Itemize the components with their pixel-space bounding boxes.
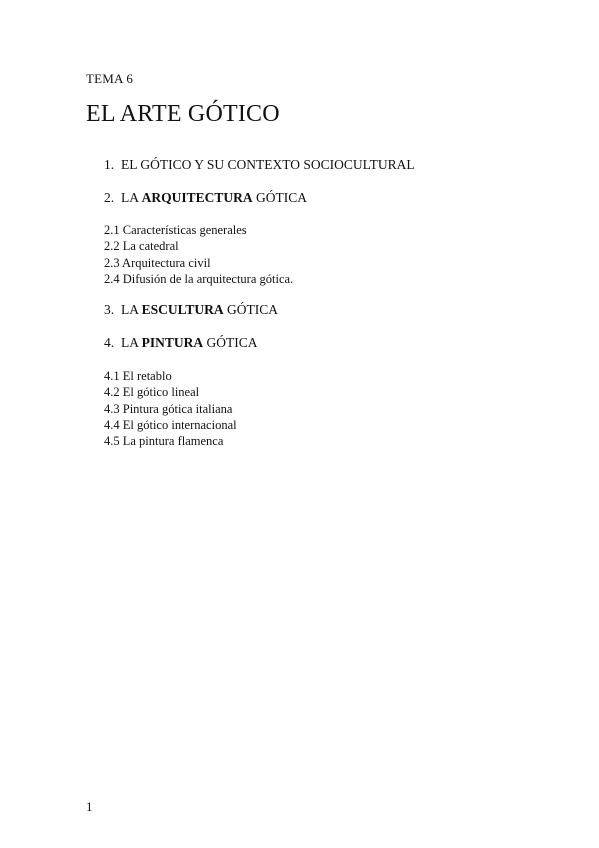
section-title-prefix: LA (121, 302, 142, 317)
section-title-emphasis: PINTURA (141, 335, 204, 350)
list-item: 2.4 Difusión de la arquitectura gótica. (104, 271, 294, 286)
section-title-suffix: GÓTICA (223, 302, 279, 317)
section-4-subsection-list (104, 368, 237, 449)
section-title-suffix: GÓTICA (203, 335, 258, 350)
list-item: 4.4 El gótico internacional (104, 417, 237, 432)
section-number: 1. (104, 157, 115, 172)
list-item: 2.1 Características generales (104, 223, 247, 237)
section-title-prefix: LA (121, 190, 142, 205)
section-number: 4. (104, 335, 115, 350)
list-item: 4.2 El gótico lineal (104, 385, 200, 400)
section-number: 3. (104, 302, 115, 317)
section-3-heading (104, 302, 278, 318)
section-2-heading (104, 190, 307, 206)
section-title-suffix: GÓTICA (252, 190, 308, 205)
page-number: 1 (86, 799, 93, 814)
section-title-emphasis: ARQUITECTURA (141, 190, 253, 205)
list-item: 4.3 Pintura gótica italiana (104, 401, 233, 416)
section-number: 2. (104, 190, 115, 205)
section-1-heading (104, 157, 415, 173)
section-title-emphasis: ESCULTURA (141, 302, 224, 317)
section-title-text: EL GÓTICO Y SU CONTEXTO SOCIOCULTURAL (121, 157, 415, 172)
section-title-prefix: LA (121, 335, 142, 350)
list-item: 2.3 Arquitectura civil (104, 255, 211, 270)
list-item: 4.1 El retablo (104, 369, 172, 383)
document-title: EL ARTE GÓTICO (86, 101, 280, 127)
topic-label: TEMA 6 (86, 71, 134, 86)
list-item: 2.2 La catedral (104, 239, 179, 254)
section-4-heading (104, 335, 258, 351)
section-2-subsection-list (104, 222, 293, 287)
list-item: 4.5 La pintura flamenca (104, 434, 224, 449)
